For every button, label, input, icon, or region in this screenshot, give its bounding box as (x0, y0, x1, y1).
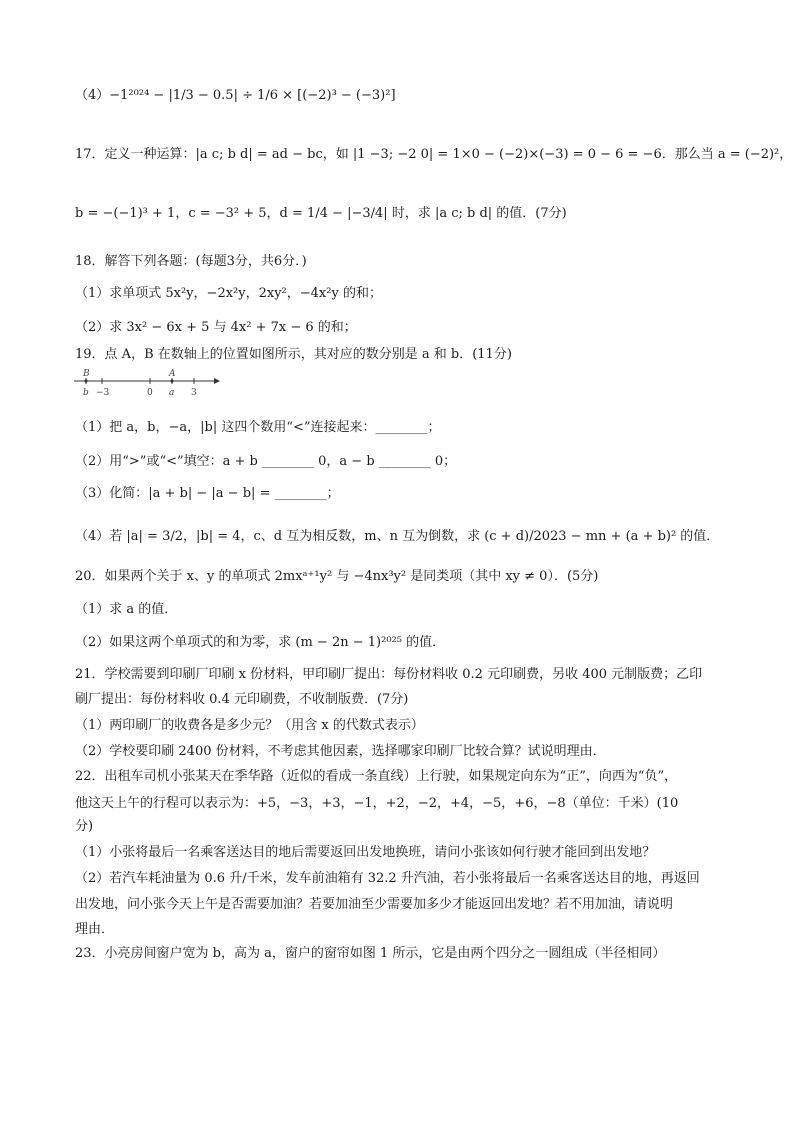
problem-20-heading: 20．如果两个关于 x、y 的单项式 2mxᵃ⁺¹y² 与 −4nx³y² 是同类项（其中 xy ≠ 0）．(5分) (75, 569, 599, 584)
number-line-figure (72, 367, 232, 403)
problem-21-line2: 刷厂提出：每份材料收 0.4 元印刷费，不收制版费．(7分) (75, 692, 409, 707)
problem-20-2: （2）如果这两个单项式的和为零，求 (m − 2n − 1)²⁰²⁵ 的值． (75, 635, 446, 650)
label-point-a: A (169, 369, 176, 379)
problem-22-1: （1）小张将最后一名乘客送达目的地后需要返回出发地换班，请问小张该如何行驶才能回到出发地？ (75, 845, 656, 860)
problem-21-line1: 21．学校需要到印刷厂印刷 x 份材料，甲印刷厂提出：每份材料收 0.2 元印刷费，另收 400 元制版费；乙印 (75, 667, 703, 682)
problem-22-line1: 22．出租车司机小张某天在季华路（近似的看成一条直线）上行驶，如果规定向东为“正”，向西为“负”， (75, 769, 678, 784)
point-b-dot (84, 379, 87, 382)
problem-22-line2: 他这天上午的行程可以表示为：+5，−3，+3，−1，+2，−2，+4，−5，+6，−8（单位：千米）(10 (75, 796, 679, 811)
problem-22-2-line3: 理由． (75, 922, 115, 937)
problem-23: 23．小亮房间窗户宽为 b，高为 a，窗户的窗帘如图 1 所示，它是由两个四分之一圆组成（半径相同） (75, 946, 666, 961)
point-a-dot (170, 379, 173, 382)
tick-label-3: 3 (191, 388, 197, 398)
problem-19-1: （1）把 a，b，−a，|b| 这四个数用“<”连接起来：________； (75, 420, 441, 435)
problem-17-line2: b = −(−1)³ + 1，c = −3² + 5，d = 1/4 − |−3/4| 时，求 |a c; b d| 的值．(7分) (75, 206, 567, 221)
tick-label-b: b (83, 388, 89, 398)
problem-22-2-line1: （2）若汽车耗油量为 0.6 升/千米，发车前油箱有 32.2 升汽油，若小张将最后一名乘客送达目的地，再返回 (75, 871, 700, 886)
problem-19-2: （2）用“>”或“<”填空：a + b ________ 0，a − b ________ 0； (75, 454, 457, 469)
problem-18-1: （1）求单项式 5x²y，−2x²y，2xy²，−4x²y 的和； (75, 286, 382, 301)
problem-18-heading: 18．解答下列各题：(每题3分，共6分．) (75, 254, 307, 269)
problem-19-4: （4）若 |a| = 3/2，|b| = 4，c、d 互为相反数，m、n 互为倒数，求 (c + d)/2023 − mn + (a + b)² 的值． (75, 529, 720, 544)
problem-20-1: （1）求 a 的值． (75, 602, 178, 617)
tick-label-a: a (169, 388, 175, 398)
problem-19-3: （3）化简：|a + b| − |a − b| = ________； (75, 486, 340, 501)
problem-22-line3: 分) (75, 819, 94, 834)
problem-21-2: （2）学校要印刷 2400 份材料，不考虑其他因素，选择哪家印刷厂比较合算？试说明理由． (75, 744, 606, 759)
problem-17-line1: 17．定义一种运算：|a c; b d| = ad − bc，如 |1 −3; −2 0| = 1×0 − (−2)×(−3) = 0 − 6 = −6．那么当 a = (−2)²， (75, 147, 793, 162)
problem-19-heading: 19．点 A，B 在数轴上的位置如图所示，其对应的数分别是 a 和 b．(11分) (75, 347, 512, 362)
tick-label-0: 0 (147, 388, 153, 398)
problem-22-2-line2: 出发地，问小张今天上午是否需要加油？若要加油至少需要加多少才能返回出发地？若不用加油，请说明 (75, 897, 674, 912)
tick-label-neg3: −3 (96, 388, 110, 398)
problem-21-1: （1）两印刷厂的收费各是多少元？（用含 x 的代数式表示） (75, 718, 424, 733)
problem-16-4: （4）−1²⁰²⁴ − |1/3 − 0.5| ÷ 1/6 × [(−2)³ − (−3)²] (75, 88, 396, 103)
label-point-b: B (83, 369, 90, 379)
problem-18-2: （2）求 3x² − 6x + 5 与 4x² + 7x − 6 的和； (75, 320, 357, 335)
number-line-arrow (214, 378, 220, 384)
